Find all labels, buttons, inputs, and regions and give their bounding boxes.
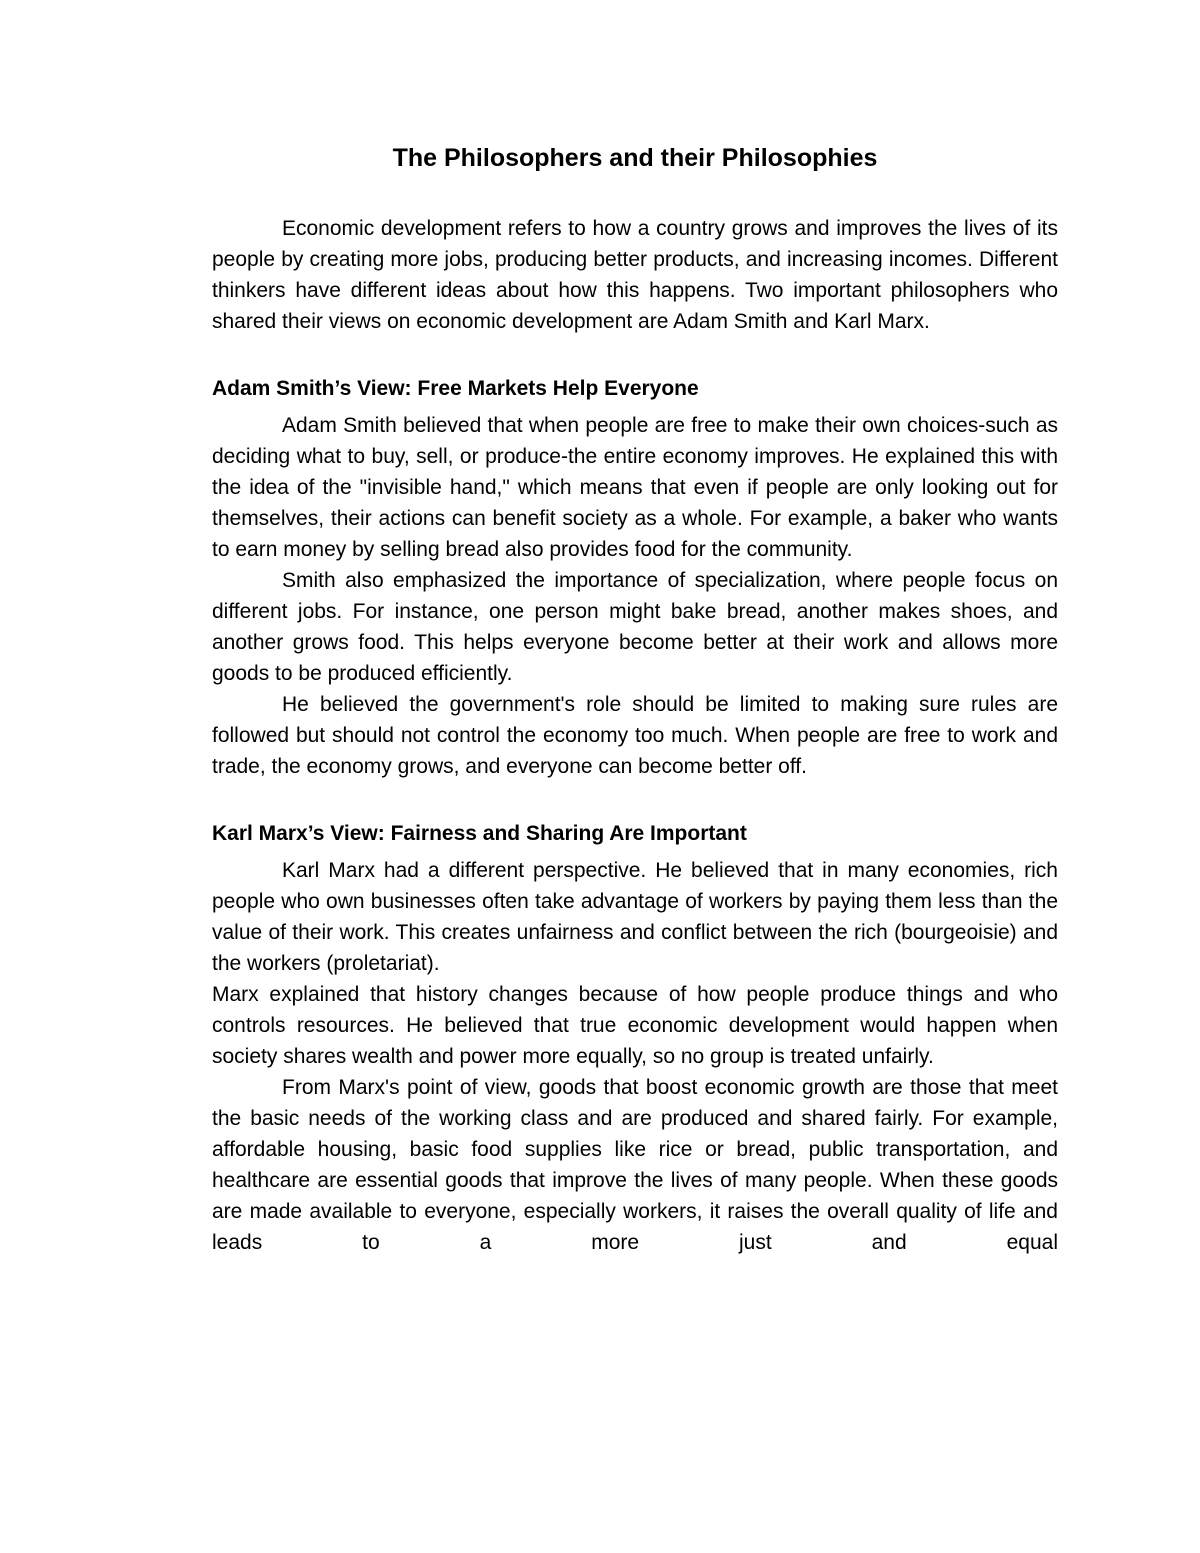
section-heading-karl-marx: Karl Marx’s View: Fairness and Sharing Are Important bbox=[212, 822, 747, 845]
document-body bbox=[212, 138, 1058, 1258]
intro-paragraph: Economic development refers to how a country grows and improves the lives of its people by creating more jobs, producing better products, and increasing incomes. Different thinkers have different ideas about how this happens. Two important philosophers who shared their views on economic development are Adam Smith and Karl Marx. bbox=[212, 217, 1058, 333]
marx-paragraph-1: Karl Marx had a different perspective. He believed that in many economies, rich people who own businesses often take advantage of workers by paying them less than the value of their work. This creates unfairness and conflict between the rich (bourgeoisie) and the workers (proletariat). bbox=[212, 859, 1058, 975]
marx-paragraph-2: Marx explained that history changes because of how people produce things and who controls resources. He believed that true economic development would happen when society shares wealth and power more equally, so no group is treated unfairly. bbox=[212, 983, 1058, 1068]
smith-paragraph-3: He believed the government's role should be limited to making sure rules are followed but should not control the economy too much. When people are free to work and trade, the economy grows, and everyone can become better off. bbox=[212, 693, 1058, 778]
smith-paragraph-2: Smith also emphasized the importance of specialization, where people focus on different jobs. For instance, one person might bake bread, another makes shoes, and another grows food. This helps everyone become better at their work and allows more goods to be produced efficiently. bbox=[212, 569, 1058, 685]
marx-paragraph-3: From Marx's point of view, goods that boost economic growth are those that meet the basic needs of the working class and are produced and shared fairly. For example, affordable housing, basic food supplies like rice or bread, public transportation, and healthcare are essential goods that improve the lives of many people. When these goods are made available to everyone, especially workers, it raises the overall quality of life and leads to a more just and equal bbox=[212, 1076, 1058, 1254]
section-heading-adam-smith: Adam Smith’s View: Free Markets Help Everyone bbox=[212, 377, 699, 400]
document-title: The Philosophers and their Philosophies bbox=[392, 144, 878, 172]
smith-paragraph-1: Adam Smith believed that when people are free to make their own choices-such as deciding what to buy, sell, or produce-the entire economy improves. He explained this with the idea of the "invisible hand," which means that even if people are only looking out for themselves, their actions can benefit society as a whole. For example, a baker who wants to earn money by selling bread also provides food for the community. bbox=[212, 414, 1058, 561]
